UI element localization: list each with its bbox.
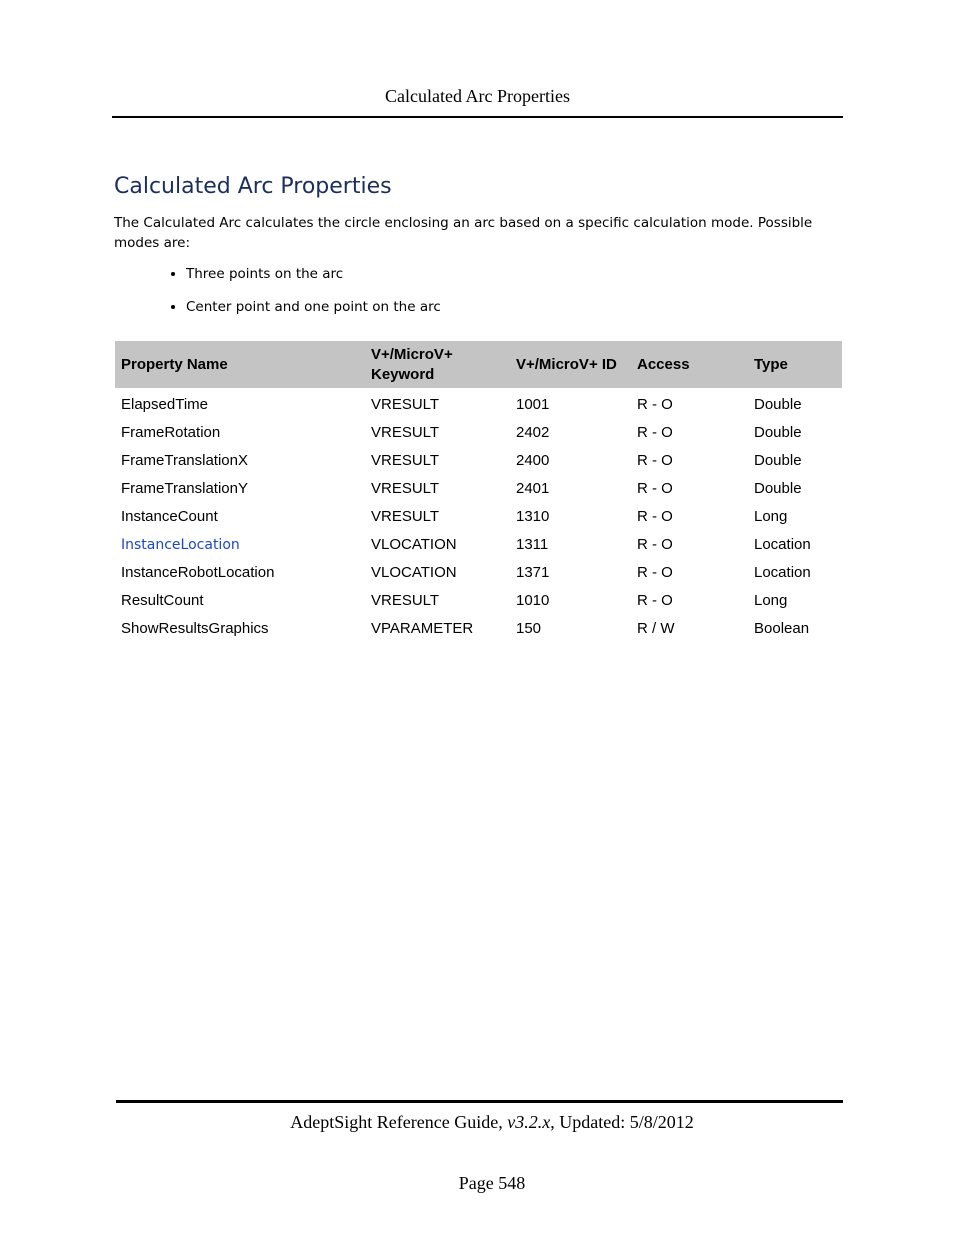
cell-keyword: VRESULT: [371, 451, 440, 469]
cell-keyword: VRESULT: [371, 423, 440, 441]
footer-divider: [116, 1100, 843, 1103]
table-row: [115, 614, 842, 642]
footer-guide-line: [116, 1112, 868, 1133]
cell-property-name: ResultCount: [121, 591, 204, 609]
list-item: • Center point and one point on the arc: [186, 296, 441, 329]
table-row: [115, 502, 842, 530]
table-row: [115, 586, 842, 614]
footer-guide-title: AdeptSight Reference Guide: [290, 1112, 499, 1132]
cell-access: R - O: [637, 591, 673, 609]
header-divider: [112, 116, 843, 118]
cell-property-name: ElapsedTime: [121, 395, 208, 413]
properties-table: [115, 341, 842, 642]
table-row: [115, 446, 842, 474]
footer-updated: , Updated: 5/8/2012: [550, 1112, 694, 1132]
cell-id: 2402: [516, 423, 550, 441]
cell-type: Boolean: [754, 619, 810, 637]
cell-type: Double: [754, 423, 802, 441]
cell-property-name: InstanceCount: [121, 507, 218, 525]
cell-access: R - O: [637, 535, 673, 553]
cell-property-name: FrameTranslationX: [121, 451, 248, 469]
cell-keyword: VPARAMETER: [371, 619, 474, 637]
footer-version: , v3.2.x: [498, 1112, 551, 1132]
cell-id: 2400: [516, 451, 550, 469]
table-row: [115, 558, 842, 586]
table-row: [115, 474, 842, 502]
cell-id: 1010: [516, 591, 550, 609]
cell-property-name: FrameTranslationY: [121, 479, 248, 497]
cell-type: Long: [754, 507, 788, 525]
cell-keyword: VLOCATION: [371, 563, 457, 581]
cell-type: Long: [754, 591, 788, 609]
cell-property-name: InstanceRobotLocation: [121, 563, 275, 581]
cell-keyword: VRESULT: [371, 507, 440, 525]
running-header: Calculated Arc Properties: [385, 86, 570, 106]
cell-type: Location: [754, 563, 811, 581]
cell-id: 1001: [516, 395, 550, 413]
column-header-id: V+/MicroV+ ID: [510, 341, 631, 388]
cell-type: Location: [754, 535, 811, 553]
cell-access: R / W: [637, 619, 675, 637]
intro-paragraph: The Calculated Arc calculates the circle enclosing an arc based on a specific calculation mode. Possible modes are:: [114, 215, 813, 251]
table-row: [115, 418, 842, 446]
column-header-type: Type: [748, 341, 842, 388]
cell-keyword: VRESULT: [371, 479, 440, 497]
cell-keyword: VRESULT: [371, 591, 440, 609]
modes-list: [168, 263, 441, 329]
cell-id: 1310: [516, 507, 550, 525]
cell-property-name: ShowResultsGraphics: [121, 619, 269, 637]
cell-id: 150: [516, 619, 542, 637]
list-item: • Three points on the arc: [186, 263, 441, 296]
cell-access: R - O: [637, 423, 673, 441]
cell-type: Double: [754, 451, 802, 469]
page-title: Calculated Arc Properties: [114, 174, 392, 199]
cell-access: R - O: [637, 563, 673, 581]
cell-access: R - O: [637, 479, 673, 497]
cell-type: Double: [754, 395, 802, 413]
cell-keyword: VRESULT: [371, 395, 440, 413]
column-header-keyword: V+/MicroV+ Keyword: [365, 341, 510, 388]
table-row: [115, 388, 842, 418]
column-header-access: Access: [631, 341, 748, 388]
cell-type: Double: [754, 479, 802, 497]
cell-id: 1371: [516, 563, 550, 581]
cell-id: 2401: [516, 479, 550, 497]
page-number: Page 548: [458, 1173, 526, 1193]
cell-property-name: FrameRotation: [121, 423, 221, 441]
cell-property-name: [115, 530, 365, 558]
cell-id: 1311: [516, 535, 549, 553]
cell-access: R - O: [637, 451, 673, 469]
table-row: [115, 530, 842, 558]
instance-location-link[interactable]: InstanceLocation: [121, 536, 240, 553]
column-header-property-name: Property Name: [115, 341, 365, 388]
table-header-row: [115, 341, 842, 388]
cell-keyword: VLOCATION: [371, 535, 457, 553]
cell-access: R - O: [637, 395, 673, 413]
cell-access: R - O: [637, 507, 673, 525]
